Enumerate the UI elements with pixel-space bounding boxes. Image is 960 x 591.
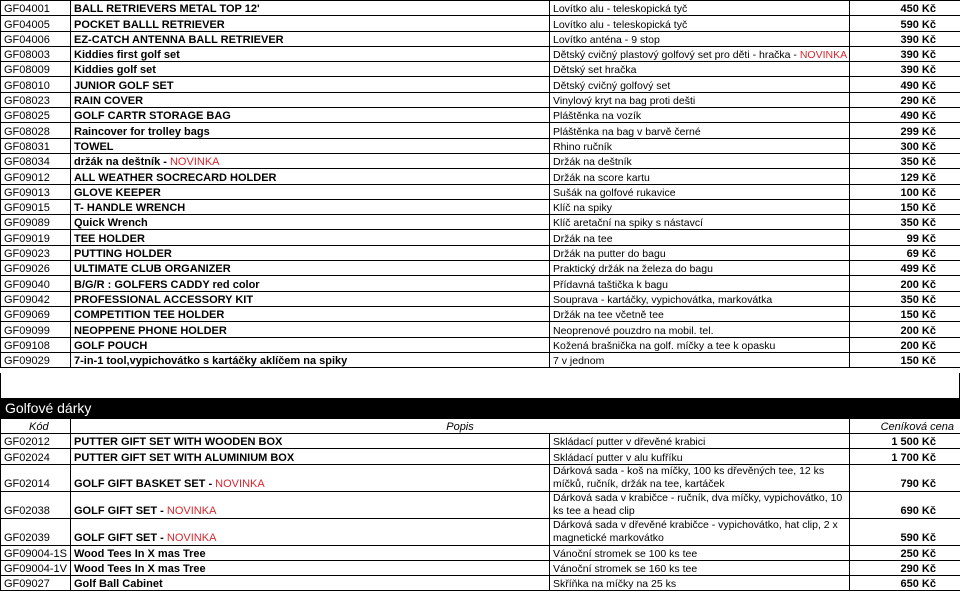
product-description-cell <box>550 108 850 123</box>
product-code: GF08023 <box>1 92 71 107</box>
product-description-cell <box>550 245 850 260</box>
product-name-cell <box>71 1 550 16</box>
product-description-cell <box>550 449 850 464</box>
product-description: Vánoční stromek se 100 ks tee <box>553 547 698 560</box>
gifts-table <box>0 418 960 591</box>
product-name: GOLF GIFT SET - <box>74 531 167 544</box>
product-price: 100 Kč <box>850 184 960 199</box>
product-description-cell <box>550 62 850 77</box>
product-name-cell <box>71 245 550 260</box>
product-description: Dárková sada - koš na míčky, 100 ks dřevěných tee, 12 ks míčků, ručník, držák na tee, kartáček <box>553 464 825 490</box>
product-description-cell <box>550 31 850 46</box>
table-row <box>1 337 960 352</box>
product-name: Kiddies golf set <box>74 64 156 77</box>
product-price: 200 Kč <box>850 322 960 337</box>
table-row <box>1 576 960 591</box>
product-name: NEOPPENE PHONE HOLDER <box>74 324 227 337</box>
product-name: GOLF GIFT BASKET SET - <box>74 477 216 490</box>
product-code: GF02038 <box>1 491 71 518</box>
product-description: Přídavná taštička k bagu <box>553 278 668 291</box>
product-name-cell <box>71 31 550 46</box>
product-code: GF08010 <box>1 77 71 92</box>
product-name-cell <box>71 199 550 214</box>
table-row <box>1 153 960 168</box>
table-row <box>1 545 960 560</box>
product-description: Skládací putter v alu kufříku <box>553 451 683 464</box>
product-name: GOLF CARTR STORAGE BAG <box>74 110 231 123</box>
product-code: GF04006 <box>1 31 71 46</box>
product-name-cell <box>71 123 550 138</box>
table-row <box>1 92 960 107</box>
product-name-cell <box>71 230 550 245</box>
product-name-cell <box>71 153 550 168</box>
product-description-cell <box>550 306 850 321</box>
table-row <box>1 322 960 337</box>
product-name: Golf Ball Cabinet <box>74 578 163 591</box>
product-description: Vánoční stromek se 160 ks tee <box>553 563 698 576</box>
product-name-cell <box>71 138 550 153</box>
product-name: PROFESSIONAL ACCESSORY KIT <box>74 293 254 306</box>
product-code: GF09012 <box>1 169 71 184</box>
product-name-cell <box>71 276 550 291</box>
table-row <box>1 230 960 245</box>
product-description-cell <box>550 153 850 168</box>
product-name-cell <box>71 322 550 337</box>
product-name-cell <box>71 108 550 123</box>
product-name: GOLF GIFT SET - <box>74 504 167 517</box>
product-price: 250 Kč <box>850 545 960 560</box>
new-badge: NOVINKA <box>166 504 217 517</box>
product-description: Praktický držák na železa do bagu <box>553 263 713 276</box>
product-code: GF08028 <box>1 123 71 138</box>
product-name: Quick Wrench <box>74 217 148 230</box>
product-description: Držák na tee včetně tee <box>553 309 664 322</box>
table-row <box>1 1 960 16</box>
product-code: GF09026 <box>1 261 71 276</box>
product-name: JUNIOR GOLF SET <box>74 79 174 92</box>
product-name-cell <box>71 16 550 31</box>
table-row <box>1 46 960 61</box>
product-description-cell <box>550 434 850 449</box>
table-row <box>1 261 960 276</box>
product-name: EZ-CATCH ANTENNA BALL RETRIEVER <box>74 33 284 46</box>
product-price: 650 Kč <box>850 576 960 591</box>
product-description-cell <box>550 276 850 291</box>
product-price: 390 Kč <box>850 46 960 61</box>
product-description-cell <box>550 138 850 153</box>
product-description-cell <box>550 560 850 575</box>
new-badge: NOVINKA <box>215 477 265 490</box>
product-description: Kožená brašnička na golf. míčky a tee k opasku <box>553 339 776 352</box>
product-name-cell <box>71 92 550 107</box>
product-price: 450 Kč <box>850 1 960 16</box>
product-price: 350 Kč <box>850 153 960 168</box>
product-price: 99 Kč <box>850 230 960 245</box>
product-code: GF09004-1S <box>1 545 71 560</box>
product-name: B/G/R : GOLFERS CADDY red color <box>74 278 260 291</box>
product-name: GOLF POUCH <box>74 339 148 352</box>
table-row <box>1 108 960 123</box>
table-row <box>1 199 960 214</box>
product-price: 69 Kč <box>850 245 960 260</box>
product-price: 690 Kč <box>850 491 960 518</box>
product-name: COMPETITION TEE HOLDER <box>74 309 225 322</box>
product-description-cell <box>550 1 850 16</box>
product-description: Souprava - kartáčky, vypichovátka, markovátka <box>553 293 773 306</box>
product-description: Držák na putter do bagu <box>553 248 666 261</box>
product-description: Lovítko alu - teleskopická tyč <box>553 3 688 16</box>
product-description: Dárková sada v krabičce - ručník, dva míčky, vypichovátko, 10 ks tee a head clip <box>553 491 843 517</box>
product-price: 129 Kč <box>850 169 960 184</box>
product-code: GF09013 <box>1 184 71 199</box>
product-description-cell <box>550 352 850 367</box>
product-name: RAIN COVER <box>74 95 144 108</box>
product-description: Klíč aretační na spiky s nástavcí <box>553 217 703 230</box>
product-name-cell <box>71 449 550 464</box>
product-name: TOWEL <box>74 140 114 153</box>
table-row <box>1 138 960 153</box>
product-code: GF02014 <box>1 464 71 491</box>
product-name-cell <box>71 77 550 92</box>
product-name-cell <box>71 518 550 545</box>
product-code: GF08031 <box>1 138 71 153</box>
product-code: GF09089 <box>1 215 71 230</box>
product-description: Držák na score kartu <box>553 171 650 184</box>
table-row <box>1 291 960 306</box>
product-code: GF08003 <box>1 46 71 61</box>
product-name-cell <box>71 464 550 491</box>
product-price: 200 Kč <box>850 276 960 291</box>
product-description-cell <box>550 46 850 61</box>
product-code: GF08025 <box>1 108 71 123</box>
product-name: Kiddies first golf set <box>74 49 180 62</box>
product-description-cell <box>550 545 850 560</box>
product-description: Držák na deštník <box>553 156 632 169</box>
table-row <box>1 449 960 464</box>
product-description: Neoprenové pouzdro na mobil. tel. <box>553 324 714 337</box>
header-code: Kód <box>1 419 71 434</box>
header-price: Ceníková cena <box>850 419 960 434</box>
product-name-cell <box>71 261 550 276</box>
product-price: 150 Kč <box>850 352 960 367</box>
product-code: GF09015 <box>1 199 71 214</box>
table-row <box>1 518 960 545</box>
product-code: GF09069 <box>1 306 71 321</box>
product-description-cell <box>550 77 850 92</box>
table-row <box>1 169 960 184</box>
product-price: 490 Kč <box>850 108 960 123</box>
product-price: 1 500 Kč <box>850 434 960 449</box>
product-price: 150 Kč <box>850 306 960 321</box>
product-code: GF02024 <box>1 449 71 464</box>
table-row <box>1 215 960 230</box>
product-price: 350 Kč <box>850 291 960 306</box>
table-row <box>1 276 960 291</box>
product-price: 590 Kč <box>850 16 960 31</box>
product-description: Lovítko anténa - 9 stop <box>553 33 660 46</box>
product-name-cell <box>71 576 550 591</box>
product-description: Dětský cvičný plastový golfový set pro děti - hračka - <box>553 49 800 62</box>
product-description-cell <box>550 576 850 591</box>
product-name: ALL WEATHER SOCRECARD HOLDER <box>74 171 277 184</box>
product-code: GF09027 <box>1 576 71 591</box>
product-description-cell <box>550 16 850 31</box>
product-code: GF09029 <box>1 352 71 367</box>
product-code: GF09023 <box>1 245 71 260</box>
table-row <box>1 77 960 92</box>
product-name-cell <box>71 560 550 575</box>
product-description-cell <box>550 491 850 518</box>
table-row <box>1 62 960 77</box>
product-name: TEE HOLDER <box>74 232 145 245</box>
new-badge: NOVINKA <box>166 531 217 544</box>
product-code: GF09099 <box>1 322 71 337</box>
product-name-cell <box>71 491 550 518</box>
product-price: 499 Kč <box>850 261 960 276</box>
product-description-cell <box>550 518 850 545</box>
product-description: Lovítko alu - teleskopická tyč <box>553 18 688 31</box>
table-row <box>1 306 960 321</box>
gifts-table-body <box>1 419 960 591</box>
product-description: Vinylový kryt na bag proti dešti <box>553 95 696 108</box>
product-code: GF04001 <box>1 1 71 16</box>
table-row <box>1 31 960 46</box>
product-price: 390 Kč <box>850 62 960 77</box>
product-price: 390 Kč <box>850 31 960 46</box>
product-name: BALL RETRIEVERS METAL TOP 12' <box>74 3 260 16</box>
table-row <box>1 245 960 260</box>
product-price: 490 Kč <box>850 77 960 92</box>
product-code: GF09108 <box>1 337 71 352</box>
product-description: Dárková sada v dřevěné krabičce - vypichovátko, hat clip, 2 x magnetické markovátko <box>553 518 838 544</box>
product-code: GF09004-1V <box>1 560 71 575</box>
product-name: Raincover for trolley bags <box>74 125 210 138</box>
products-table-body <box>1 1 960 368</box>
product-description: Klíč na spiky <box>553 202 612 215</box>
product-code: GF02039 <box>1 518 71 545</box>
product-price: 299 Kč <box>850 123 960 138</box>
product-price: 200 Kč <box>850 337 960 352</box>
product-description-cell <box>550 337 850 352</box>
product-name: PUTTING HOLDER <box>74 248 172 261</box>
product-name-cell <box>71 434 550 449</box>
product-description-cell <box>550 464 850 491</box>
product-name-cell <box>71 545 550 560</box>
product-code: GF04005 <box>1 16 71 31</box>
product-name: 7-in-1 tool,vypichovátko s kartáčky aklíčem na spiky <box>74 355 348 368</box>
table-row <box>1 560 960 575</box>
product-description: 7 v jednom <box>553 355 605 368</box>
product-description-cell <box>550 261 850 276</box>
section-gap <box>0 373 960 398</box>
product-code: GF08034 <box>1 153 71 168</box>
product-code: GF08009 <box>1 62 71 77</box>
table-row <box>1 464 960 491</box>
table-row <box>1 434 960 449</box>
product-description-cell <box>550 230 850 245</box>
product-description: Sušák na golfové rukavice <box>553 186 676 199</box>
product-name-cell <box>71 215 550 230</box>
product-price: 290 Kč <box>850 92 960 107</box>
product-name-cell <box>71 46 550 61</box>
table-row <box>1 184 960 199</box>
section-title: Golfové dárky <box>0 398 960 418</box>
product-price: 1 700 Kč <box>850 449 960 464</box>
product-description: Skříňka na míčky na 25 ks <box>553 578 677 591</box>
header-desc: Popis <box>71 419 850 434</box>
gifts-section <box>0 398 960 591</box>
new-badge: NOVINKA <box>799 49 848 62</box>
table-row <box>1 491 960 518</box>
product-name-cell <box>71 291 550 306</box>
product-description: Skládací putter v dřevěné krabici <box>553 436 706 449</box>
product-description: Pláštěnka na bag v barvě černé <box>553 125 701 138</box>
product-name: Wood Tees In X mas Tree <box>74 563 206 576</box>
product-name: PUTTER GIFT SET WITH ALUMINIUM BOX <box>74 451 295 464</box>
product-name-cell <box>71 184 550 199</box>
product-name: POCKET BALLL RETRIEVER <box>74 18 225 31</box>
product-name-cell <box>71 306 550 321</box>
product-description-cell <box>550 215 850 230</box>
product-name: ULTIMATE CLUB ORGANIZER <box>74 263 231 276</box>
product-description: Dětský cvičný golfový set <box>553 79 671 92</box>
product-name: T- HANDLE WRENCH <box>74 202 186 215</box>
table-row <box>1 123 960 138</box>
product-price: 350 Kč <box>850 215 960 230</box>
product-code: GF02012 <box>1 434 71 449</box>
product-description-cell <box>550 199 850 214</box>
table-row <box>1 352 960 367</box>
product-description: Pláštěnka na vozík <box>553 110 642 123</box>
product-name-cell <box>71 169 550 184</box>
product-name-cell <box>71 337 550 352</box>
product-code: GF09019 <box>1 230 71 245</box>
product-name: GLOVE KEEPER <box>74 186 161 199</box>
product-price: 150 Kč <box>850 199 960 214</box>
new-badge: NOVINKA <box>169 156 220 169</box>
table-row <box>1 16 960 31</box>
product-code: GF09040 <box>1 276 71 291</box>
product-description: Držák na tee <box>553 232 613 245</box>
product-description: Rhino ručník <box>553 140 612 153</box>
product-price: 790 Kč <box>850 464 960 491</box>
table-header-row <box>1 419 960 434</box>
product-price: 290 Kč <box>850 560 960 575</box>
product-name: Wood Tees In X mas Tree <box>74 547 206 560</box>
product-description-cell <box>550 123 850 138</box>
product-description-cell <box>550 92 850 107</box>
product-price: 300 Kč <box>850 138 960 153</box>
product-name: držák na deštník - <box>74 156 170 169</box>
product-description-cell <box>550 322 850 337</box>
product-price: 590 Kč <box>850 518 960 545</box>
product-name-cell <box>71 352 550 367</box>
product-name-cell <box>71 62 550 77</box>
product-name: PUTTER GIFT SET WITH WOODEN BOX <box>74 436 283 449</box>
product-description: Dětský set hračka <box>553 64 637 77</box>
product-code: GF09042 <box>1 291 71 306</box>
product-description-cell <box>550 169 850 184</box>
product-description-cell <box>550 291 850 306</box>
product-description-cell <box>550 184 850 199</box>
